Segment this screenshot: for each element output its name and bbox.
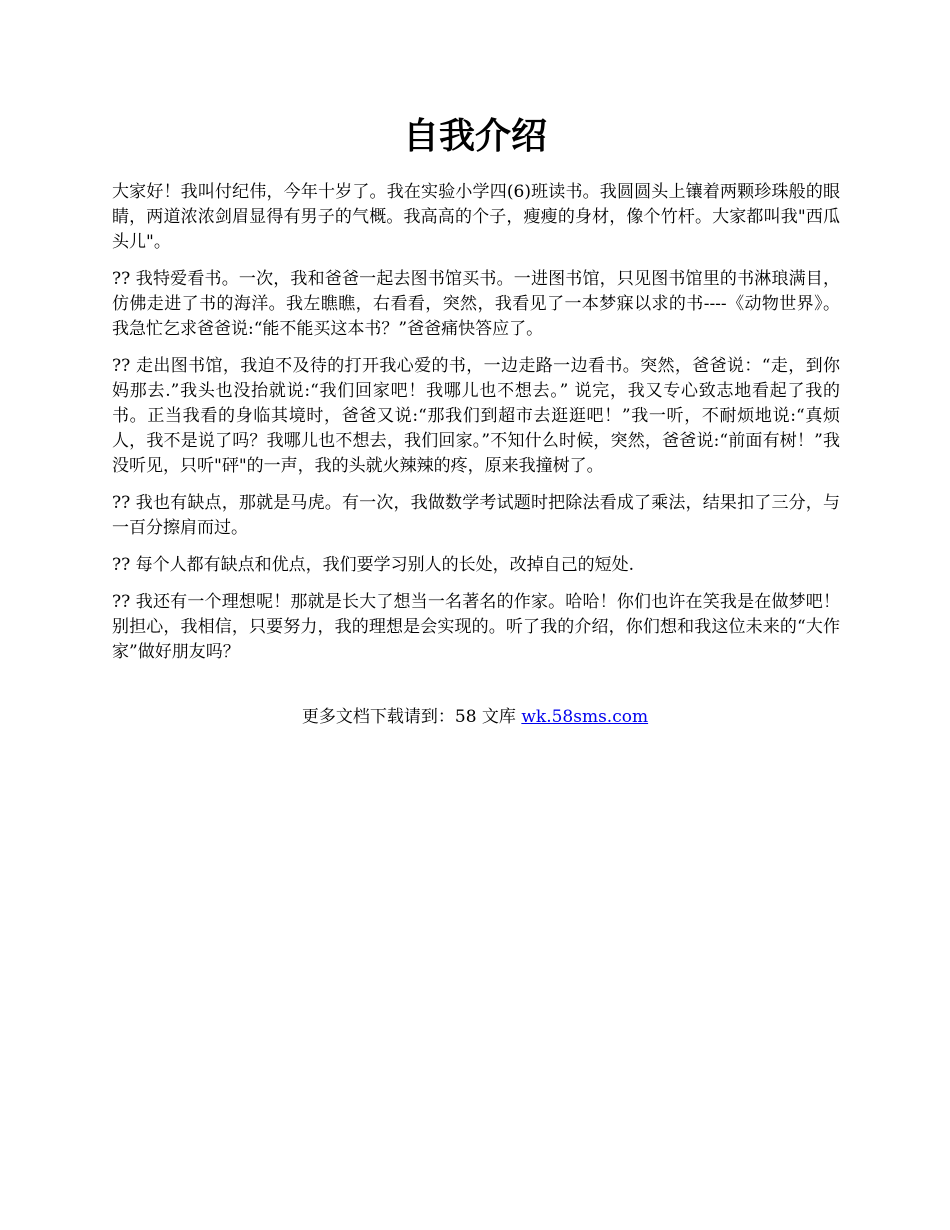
paragraph-strengths-weaknesses: ?? 每个人都有缺点和优点，我们要学习别人的长处，改掉自己的短处.	[112, 555, 635, 575]
download-footer	[0, 705, 950, 729]
document-body	[112, 180, 840, 677]
paragraph-reading: ?? 我特爱看书。一次，我和爸爸一起去图书馆买书。一进图书馆，只见图书馆里的书淋琅满目，仿佛走进了书的海洋。我左瞧瞧，右看看，突然，我看见了一本梦寐以求的书----《动物世界》。我急忙乞求爸爸说:“能不能买这本书？”爸爸痛快答应了。	[112, 269, 840, 339]
paragraph-library-walk: ?? 走出图书馆，我迫不及待的打开我心爱的书，一边走路一边看书。突然，爸爸说：“走，到你妈那去.”我头也没抬就说:“我们回家吧！我哪儿也不想去。” 说完，我又专心致志地看起了我的书。正当我看的身临其境时，爸爸又说:“那我们到超市去逛逛吧！”我一听，不耐烦地说:“真烦人，我不是说了吗？我哪儿也不想去，我们回家。”不知什么时候，突然，爸爸说:“前面有树！”我没听见，只听"砰"的一声，我的头就火辣辣的疼，原来我撞树了。	[112, 356, 840, 476]
paragraph-shortcoming: ?? 我也有缺点，那就是马虎。有一次，我做数学考试题时把除法看成了乘法，结果扣了三分，与一百分擦肩而过。	[112, 493, 840, 538]
paragraph-dream: ?? 我还有一个理想呢！那就是长大了想当一名著名的作家。哈哈！你们也许在笑我是在做梦吧！别担心，我相信，只要努力，我的理想是会实现的。听了我的介绍，你们想和我这位未来的“大作家”做好朋友吗？	[112, 592, 840, 662]
footer-text: 更多文档下载请到：58 文库	[301, 707, 522, 727]
document-title: 自我介绍	[402, 115, 547, 157]
paragraph-intro: 大家好！我叫付纪伟，今年十岁了。我在实验小学四(6)班读书。我圆圆头上镶着两颗珍珠般的眼睛，两道浓浓剑眉显得有男子的气概。我高高的个子，瘦瘦的身材，像个竹杆。大家都叫我"西瓜头儿"。	[112, 182, 840, 252]
footer-link[interactable]: wk.58sms.com	[521, 707, 649, 727]
